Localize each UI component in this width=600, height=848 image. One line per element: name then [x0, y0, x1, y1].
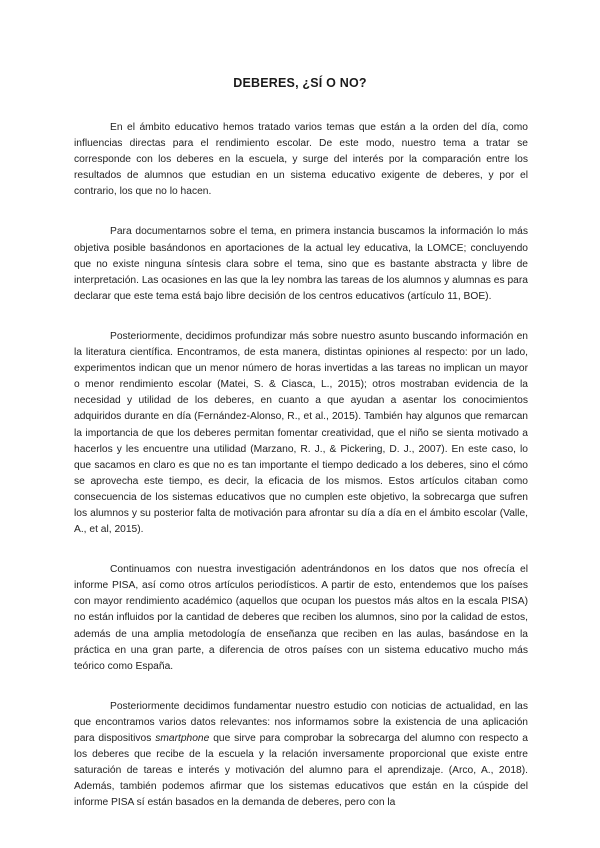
paragraph-news	[74, 699, 528, 812]
paragraph-news-text-before: Posteriormente decidimos fundamentar nuestro estudio con noticias de actualidad, en las que encontramos varios datos relevantes: nos informamos sobre la existencia de una aplicación para dispositivos	[74, 700, 528, 744]
document-body	[74, 120, 528, 811]
paragraph-lomce: Para documentarnos sobre el tema, en primera instancia buscamos la información lo más objetiva posible basándonos en aportaciones de la actual ley educativa, la LOMCE; concluyendo que no existe ninguna síntesis clara sobre el tema, sino que es bastante abstracta y libre de interpretación. Las ocasiones en las que la ley nombra las tareas de los alumnos y alumnas es para declarar que este tema está bajo libre decisión de los centros educativos (artículo 11, BOE).	[74, 226, 528, 302]
paragraph-intro: En el ámbito educativo hemos tratado varios temas que están a la orden del día, como influencias directas para el rendimiento escolar. De este modo, nuestro tema a tratar se corresponde con los deberes en la escuela, y surge del interés por la comparación entre los resultados de alumnos que estudian en un sistema educativo exigente de deberes, y por el contrario, los que no lo hacen.	[74, 122, 528, 198]
paragraph-literature: Posteriormente, decidimos profundizar más sobre nuestro asunto buscando información en la literatura científica. Encontramos, de esta manera, distintas opiniones al respecto: por un lado, experimentos indican que un menor número de horas invertidas a las tareas no implican un mayor o menor rendimiento escolar (Matei, S. & Ciasca, L., 2015); otros mostraban evidencia de la necesidad y utilidad de los deberes, en cuanto a que ayudan a asentar los conocimientos adquiridos durante en día (Fernández-Alonso, R., et al., 2015). También hay algunos que remarcan la importancia de que los deberes permitan fomentar creatividad, que el niño se sienta motivado a hacerlos y les encuentre una utilidad (Marzano, R. J., & Pickering, D. J., 2007). En este caso, lo que sacamos en claro es que no es tan importante el tiempo dedicado a los deberes, sino el cómo se aprovecha este tiempo, es decir, la eficacia de los mismos. Estos artículos citaban como consecuencia de los sistemas educativos que no cumplen este objetivo, la sobrecarga que sufren los alumnos y su posterior falta de motivación para afrontar su día a día en el ámbito escolar (Valle, A., et al, 2015).	[74, 330, 528, 536]
document-title: DEBERES, ¿SÍ O NO?	[233, 76, 367, 90]
paragraph-news-text-after: que sirve para comprobar la sobrecarga del alumno con respecto a los deberes que recibe de la escuela y la relación inversamente proporcional que existe entre saturación de tareas e interés y motivación del alumno para el aprendizaje. (Arco, A., 2018). Además, también podemos afirmar que los sistemas educativos que están en la cúspide del informe PISA sí están basados en la demanda de deberes, pero con la	[74, 733, 529, 809]
paragraph-pisa: Continuamos con nuestra investigación adentrándonos en los datos que nos ofrecía el informe PISA, así como otros artículos periodísticos. A partir de esto, entendemos que los países con mayor rendimiento académico (aquellos que ocupan los puestos más altos en la escala PISA) no están influidos por la cantidad de deberes que reciben los alumnos, sino por la calidad de estos, además de una amplia metodología de enseñanza que reciben en las aulas, basándose en la práctica en una gran parte, a diferencia de otros países con un sistema educativo mucho más teórico como España.	[74, 564, 528, 672]
paragraph-news-emphasis: smartphone	[155, 733, 210, 744]
